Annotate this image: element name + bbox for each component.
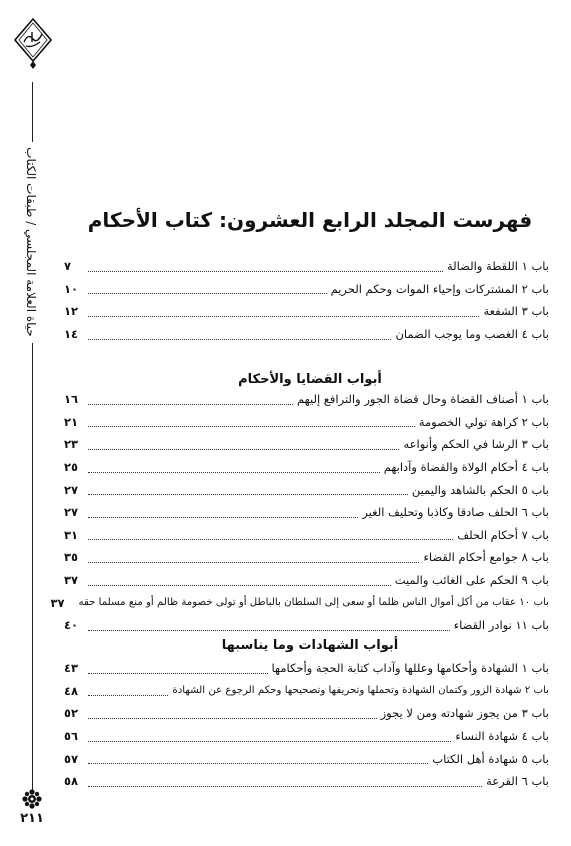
toc-entry xyxy=(64,770,549,793)
toc-entry-page: ٥٨ xyxy=(64,774,79,789)
dot-leader xyxy=(88,630,450,631)
toc-entry xyxy=(64,657,549,680)
toc-entry-title: باب ٢ شهادة الزور وكتمان الشهادة وتحملها وتحريفها وتصحيحها وحكم الرجوع عن الشهادة xyxy=(172,685,549,697)
dot-leader xyxy=(88,271,443,272)
side-rule-bottom xyxy=(32,343,33,790)
toc-entry-title: باب ٤ الغصب وما يوجب الضمان xyxy=(395,327,549,342)
dot-leader xyxy=(88,718,377,719)
toc-entry-page: ٢٣ xyxy=(64,437,79,452)
dot-leader xyxy=(88,339,391,340)
toc-entry-title: باب ١٠ عقاب من أكل أموال الناس ظلما أو سعى إلى السلطان بالباطل أو تولى خصومة ظالم أو منع مسلما حقه xyxy=(78,597,549,609)
dot-leader xyxy=(88,763,428,764)
toc-entry xyxy=(64,255,549,278)
dot-leader xyxy=(88,426,415,427)
toc-entry xyxy=(64,680,549,703)
toc-entry-title: باب ٤ شهادة النساء xyxy=(455,729,549,744)
toc-entry-title: باب ٦ القرعة xyxy=(486,774,549,789)
toc-entry-title: باب ١ اللقطة والضالة xyxy=(446,259,549,274)
dot-leader xyxy=(88,741,451,742)
toc-entry-page: ٤٠ xyxy=(64,618,79,633)
page-number: ٢١١ xyxy=(20,811,44,826)
toc-entry-page: ٣٧ xyxy=(64,573,79,588)
toc-entry xyxy=(64,388,549,411)
dot-leader xyxy=(88,585,391,586)
toc-entry xyxy=(64,478,549,501)
toc-entry-title: باب ٥ الحكم بالشاهد واليمين xyxy=(411,482,549,497)
toc-section-2 xyxy=(50,388,549,637)
toc-entry-page: ١٢ xyxy=(64,304,79,319)
toc-entry-title: باب ٩ الحكم على الغائب والميت xyxy=(394,573,549,588)
toc-entry-page: ٣٧ xyxy=(50,595,65,610)
toc-entry-page: ٤٣ xyxy=(64,661,79,676)
calligraphy-seal-emblem xyxy=(14,18,52,70)
toc-entry-title: باب ٢ كراهة تولي الخصومة xyxy=(418,414,549,429)
toc-entry xyxy=(64,323,549,346)
toc-entry-page: ١٠ xyxy=(64,281,79,296)
dot-leader xyxy=(88,449,399,450)
toc-entry-title: باب ٧ أحكام الحلف xyxy=(457,527,549,542)
toc-entry-title: باب ٣ الشفعة xyxy=(483,304,549,319)
toc-entry xyxy=(64,725,549,748)
toc-entry-page: ١٤ xyxy=(64,327,79,342)
toc-entry-page: ٣٥ xyxy=(64,550,79,565)
toc-entry xyxy=(64,702,549,725)
toc-entry-page: ٥٧ xyxy=(64,751,79,766)
toc-entry-page: ٢٥ xyxy=(64,460,79,475)
toc-entry-title: باب ٥ شهادة أهل الكتاب xyxy=(432,751,549,766)
toc-entry xyxy=(64,546,549,569)
dot-leader xyxy=(88,539,453,540)
toc-entry-page: ٤٨ xyxy=(64,683,79,698)
toc-entry xyxy=(64,411,549,434)
toc-entry xyxy=(64,501,549,524)
toc-entry xyxy=(64,747,549,770)
toc-entry xyxy=(50,591,549,614)
toc-entry xyxy=(64,300,549,323)
dot-leader xyxy=(88,673,268,674)
dot-leader xyxy=(88,517,358,518)
toc-entry-page: ٢٧ xyxy=(64,505,79,520)
dot-leader xyxy=(88,695,168,696)
toc-entry-page: ٢٧ xyxy=(64,482,79,497)
toc-entry-title: باب ٢ المشتركات وإحياء الموات وحكم الحريم xyxy=(330,281,549,296)
dot-leader xyxy=(88,494,408,495)
toc-entry-page: ٢١ xyxy=(64,414,79,429)
toc-entry xyxy=(64,569,549,592)
dot-leader xyxy=(88,786,482,787)
toc-section-1 xyxy=(64,255,549,345)
toc-section-3 xyxy=(64,657,549,793)
side-running-title xyxy=(6,142,56,342)
page-title: فهرست المجلد الرابع العشرون: كتاب الأحكام xyxy=(87,208,533,232)
toc-entry-title: باب ٣ الرشا في الحكم وأنواعه xyxy=(403,437,549,452)
toc-entry-page: ٣١ xyxy=(64,527,79,542)
toc-entry xyxy=(64,614,549,637)
toc-entry-page: ٥٦ xyxy=(64,729,79,744)
side-rule-top xyxy=(32,82,33,142)
toc-entry-page: ٥٢ xyxy=(64,706,79,721)
toc-entry-page: ٧ xyxy=(64,259,72,274)
toc-entry-title: باب ٤ أحكام الولاة والقضاة وآدابهم xyxy=(383,460,549,475)
dot-leader xyxy=(88,472,380,473)
section-heading: أبواب القضايا والأحكام xyxy=(238,372,382,387)
rosette-ornament-icon xyxy=(22,789,42,809)
dot-leader xyxy=(88,404,293,405)
toc-entry-title: باب ١١ نوادر القضاء xyxy=(453,618,549,633)
toc-entry-title: باب ٨ جوامع أحكام القضاء xyxy=(423,550,549,565)
toc-entry xyxy=(64,456,549,479)
toc-entry-title: باب ١ أصناف القضاة وحال قضاة الجور والترافع إليهم xyxy=(297,392,549,407)
toc-entry-title: باب ٣ من يجوز شهادته ومن لا يجوز xyxy=(380,706,549,721)
toc-entry xyxy=(64,433,549,456)
dot-leader xyxy=(88,562,419,563)
toc-entry-title: باب ١ الشهادة وأحكامها وعللها وآداب كتابة الحجة وأحكامها xyxy=(271,661,549,676)
toc-entry-title: باب ٦ الحلف صادقا وكاذبا وتحليف الغير xyxy=(362,505,549,520)
dot-leader xyxy=(88,316,479,317)
toc-entry xyxy=(64,278,549,301)
dot-leader xyxy=(88,293,327,294)
side-running-title-text: حياة العلامة المجلسي / طبقات الكتاب xyxy=(24,147,39,337)
toc-entry-page: ١٦ xyxy=(64,392,79,407)
section-heading: أبواب الشهادات وما يناسبها xyxy=(221,638,399,653)
toc-entry xyxy=(64,524,549,547)
